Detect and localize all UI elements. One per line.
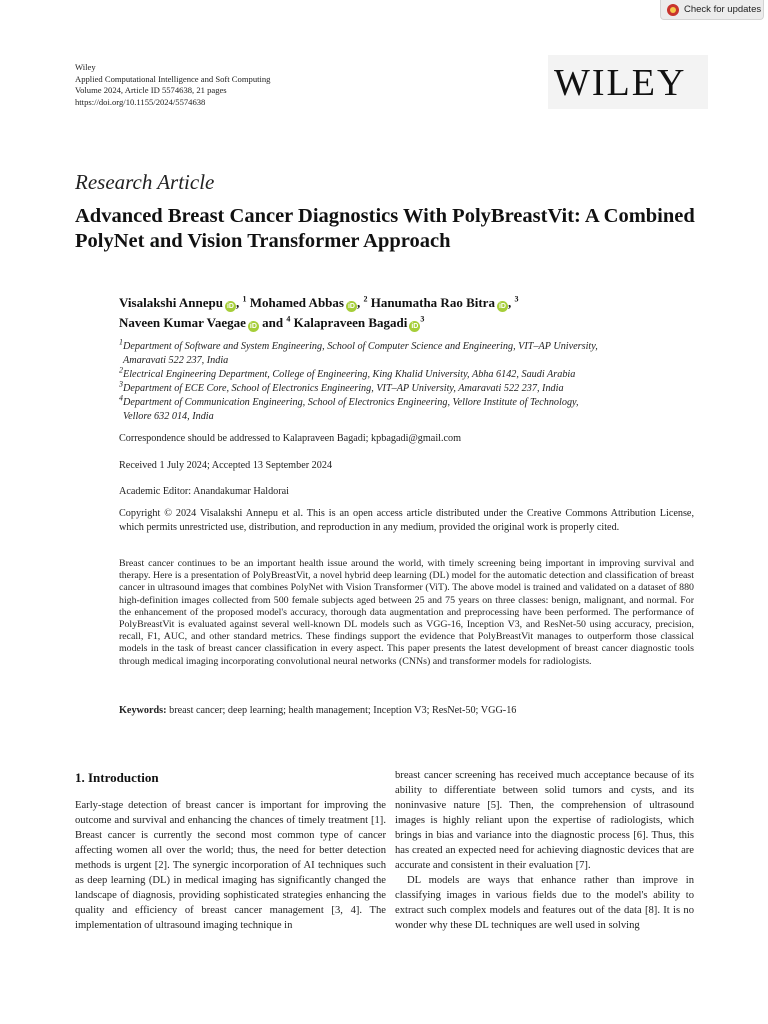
affiliation-cont: Amaravati 522 237, India: [123, 355, 229, 366]
paragraph: DL models are ways that enhance rather than improve in classifying images in various fields due to the model's ability to extract such complex models and features out of the data [8]. It is no wonder why these DL techniques are well used in solving: [395, 875, 694, 931]
affiliations: [119, 337, 679, 424]
publisher-name: Wiley: [75, 62, 96, 72]
keywords: [119, 705, 694, 716]
orcid-icon[interactable]: iD: [226, 303, 234, 310]
volume-info: Volume 2024, Article ID 5574638, 21 pages: [75, 85, 227, 95]
keywords-label: Keywords:: [119, 705, 167, 716]
paragraph: Early-stage detection of breast cancer is important for improving the outcome and survival and enhancing the chances of timely treatment [1]. Breast cancer is currently the second most common type of cancer affecting women all over the world; thus, the need for better detection methods is urgent [2]. The synergic incorporation of AI techniques such as deep learning (DL) in medical imaging has significantly changed the landscape of diagnosis, providing sophisticated strategies enhancing the quality and efficiency of breast cancer management [3, 4]. The implementation of ultrasound imaging technique in: [75, 800, 386, 931]
doi-link[interactable]: https://doi.org/10.1155/2024/5574638: [75, 96, 206, 107]
orcid-icon[interactable]: iD: [411, 323, 419, 330]
wiley-logo-text: WILEY: [554, 62, 687, 104]
affiliation: $^2$Electrical Engineering Department, College of Engineering, King Khalid University, Abha 6142, Saudi Arabia: [119, 365, 576, 380]
author[interactable]: Visalakshi Annepu iD , $^1$: [119, 294, 247, 310]
received-dates: Received 1 July 2024; Accepted 13 September 2024: [119, 460, 333, 471]
orcid-icon[interactable]: iD: [249, 323, 257, 330]
wiley-logo: [548, 55, 708, 109]
keywords-text: breast cancer; deep learning; health management; Inception V3; ResNet-50; VGG-16: [169, 705, 517, 716]
orcid-icon[interactable]: iD: [347, 303, 355, 310]
paper-title: Advanced Breast Cancer Diagnostics With PolyBreastVit: A Combined PolyNet and Vision Transformer Approach: [75, 205, 695, 252]
abstract: Breast cancer continues to be an important health issue around the world, with timely screening being important in improving survival and therapy. Here is a presentation of PolyBreastVit, a novel hybrid deep learning (DL) model for the automatic detection and classification of breast cancer in ultrasound images that combines PolyNet with Vision Transformer (ViT). The above model is trained and validated on a dataset of 880 high-definition images collected from 500 female subjects aged between 25 and 75 years on three classes: benign, malignant, and normal. For the enhancement of the proposed model's accuracy, thorough data augmentation and preprocessing have been performed. The performance of PolyBreastVit is evaluated against several well-known DL models such as VGG-16, Inception V3, and ResNet-50 using accuracy, precision, recall, F1, AUC, and other standard metrics. These findings support the evidence that PolyBreastVit manages to outperform those classical models in the task of breast cancer classification in every aspect. This paper presents the latest development of breast cancer diagnostic tools through medical imaging incorporating convolutional neural networks (CNNs) and transformer models for radiologists.: [119, 558, 694, 667]
copyright-notice: Copyright © 2024 Visalakshi Annepu et al. This is an open access article distributed under the Creative Commons Attribution License, which permits unrestricted use, distribution, and reproduction in any medium, provided the original work is properly cited.: [119, 508, 694, 533]
author[interactable]: Kalapraveen Bagadi $iD^3$: [293, 314, 425, 330]
body-column-left: [75, 798, 386, 933]
affiliation: $^4$Department of Communication Engineering, School of Electronics Engineering, Vellore Institute of Technology,: [119, 393, 579, 408]
author[interactable]: Mohamed Abbas iD , $^2$: [249, 294, 368, 310]
affiliation: $^3$Department of ECE Core, School of Electronics Engineering, VIT–AP University, Amaravati 522 237, India: [119, 379, 564, 394]
article-type: Research Article: [75, 170, 215, 194]
affiliation: $^1$Department of Software and System Engineering, School of Computer Science and Engineering, VIT–AP University,: [119, 337, 598, 352]
orcid-icon[interactable]: iD: [498, 303, 506, 310]
author-list: [119, 293, 679, 333]
body-column-right: [395, 768, 694, 933]
check-for-updates-button[interactable]: [660, 0, 764, 20]
affiliation-cont: Vellore 632 014, India: [123, 411, 214, 422]
author[interactable]: Hanumatha Rao Bitra iD , $^3$: [370, 294, 519, 310]
correspondence: Correspondence should be addressed to Kalapraveen Bagadi; kpbagadi@gmail.com: [119, 433, 462, 444]
academic-editor: Academic Editor: Anandakumar Haldorai: [119, 486, 290, 497]
article-meta: [75, 62, 270, 108]
crossmark-icon: [667, 4, 679, 16]
section-heading: 1. Introduction: [75, 770, 159, 785]
check-for-updates-label: Check for updates: [684, 4, 762, 15]
journal-name: Applied Computational Intelligence and Soft Computing: [75, 73, 271, 84]
author[interactable]: Naveen Kumar Vaegae iD and $^4$: [119, 314, 291, 330]
paragraph: breast cancer screening has received much acceptance because of its ability to differentiate between solid tumors and cysts, and its noninvasive nature [5]. Then, the comprehension of ultrasound images is highly reliant upon the expertise of radiologists, which brings in bias and variance into the diagnostic process [6]. Thus, this has created an expected need for achieving diagnostic devices that are accurate and consistent in their evaluation [7].: [395, 770, 694, 871]
